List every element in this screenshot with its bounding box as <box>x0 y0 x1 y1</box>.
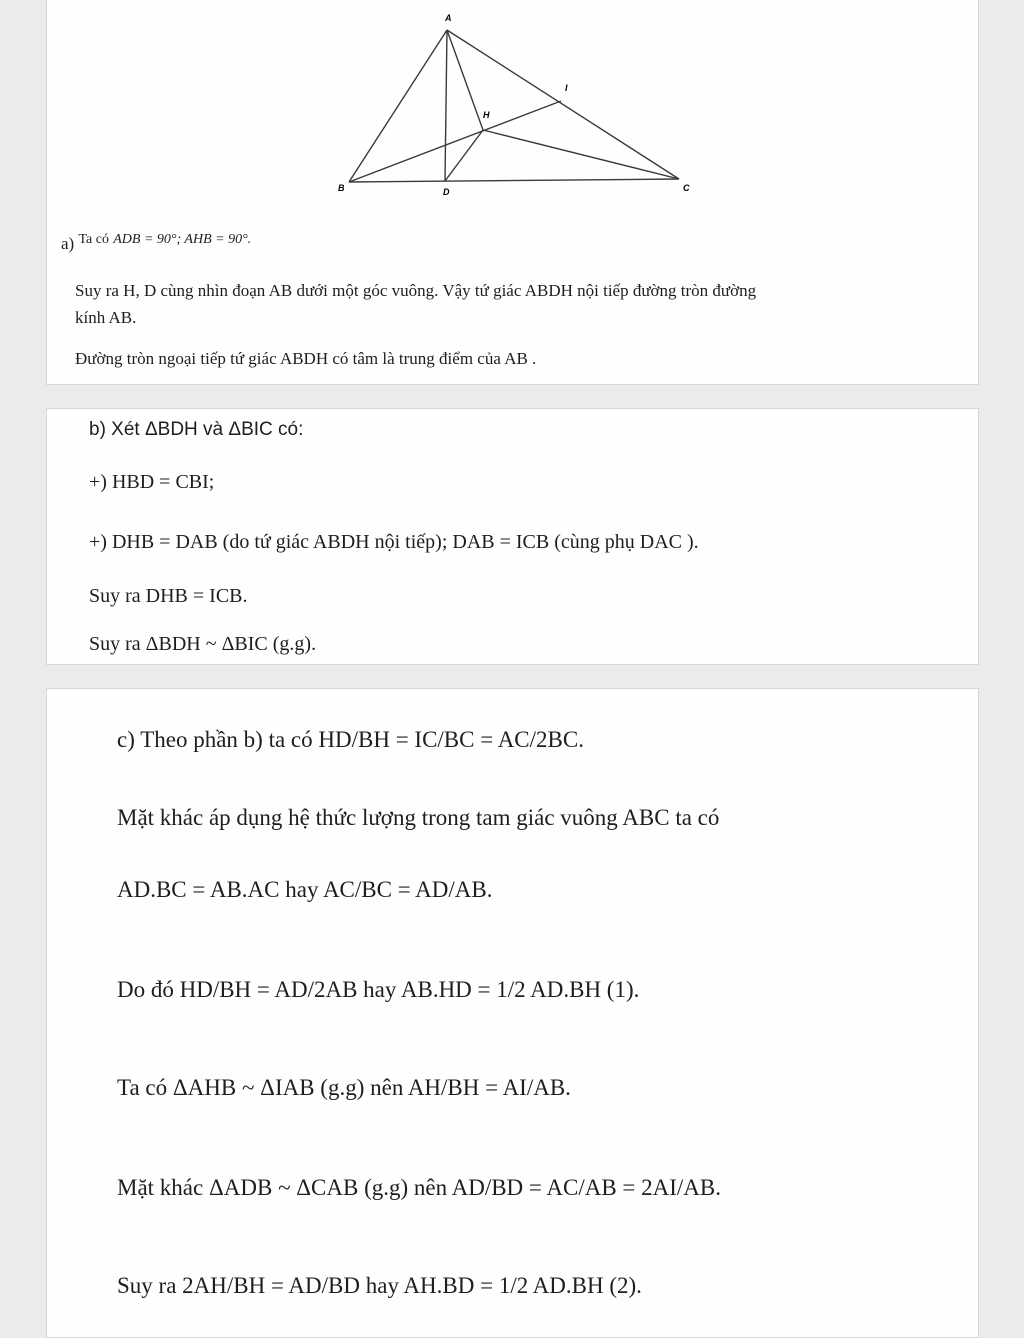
label-d: D <box>443 187 450 197</box>
side-bc <box>349 179 679 182</box>
part-c-panel <box>46 688 979 1338</box>
part-c-line-6: Mặt khác ΔADB ~ ΔCAB (g.g) nên AD/BD = AC/AB = 2AI/AB. <box>117 1175 721 1200</box>
part-c-line-3: AD.BC = AB.AC hay AC/BC = AD/AB. <box>117 877 493 902</box>
label-b: B <box>338 183 345 193</box>
part-a-line-1 <box>61 228 252 253</box>
part-c-line-2: Mặt khác áp dụng hệ thức lượng trong tam giác vuông ABC ta có <box>117 805 720 830</box>
label-h: H <box>483 110 490 120</box>
segment-hc <box>483 130 679 179</box>
label-a: A <box>445 13 452 23</box>
part-a-line-4: Đường tròn ngoại tiếp tứ giác ABDH có tâm là trung điểm của AB . <box>75 349 537 368</box>
part-b-line-3: +) DHB = DAB (do tứ giác ABDH nội tiếp); DAB = ICB (cùng phụ DAC ). <box>89 531 699 553</box>
part-b-line-5: Suy ra ΔBDH ~ ΔBIC (g.g). <box>89 633 317 655</box>
part-c-line-4: Do đó HD/BH = AD/2AB hay AB.HD = 1/2 AD.BH (1). <box>117 977 640 1002</box>
part-a-label: a) <box>61 234 75 253</box>
part-a-angles: ADB = 90°; AHB = 90°. <box>113 232 252 247</box>
side-ac <box>447 30 679 179</box>
label-c: C <box>683 183 690 193</box>
side-ab <box>349 30 447 182</box>
altitude-ad <box>445 30 447 181</box>
part-c-line-1: c) Theo phần b) ta có HD/BH = IC/BC = AC/2BC. <box>117 727 584 752</box>
part-c-line-7: Suy ra 2AH/BH = AD/BD hay AH.BD = 1/2 AD.BH (2). <box>117 1273 642 1298</box>
part-a-panel <box>46 0 979 385</box>
part-b-line-2: +) HBD = CBI; <box>89 471 215 493</box>
segment-ah <box>447 30 483 130</box>
part-c-line-5: Ta có ΔAHB ~ ΔIAB (g.g) nên AH/BH = AI/AB. <box>117 1075 571 1100</box>
part-a-ta-co: Ta có <box>78 232 109 247</box>
part-a-line-3: kính AB. <box>75 308 137 327</box>
label-i: I <box>565 83 568 93</box>
part-b-line-1: b) Xét ΔBDH và ΔBIC có: <box>89 419 304 440</box>
part-a-line-2: Suy ra H, D cùng nhìn đoạn AB dưới một góc vuông. Vậy tứ giác ABDH nội tiếp đường tròn đường <box>75 281 757 300</box>
part-b-panel <box>46 408 979 665</box>
part-b-line-4: Suy ra DHB = ICB. <box>89 585 248 607</box>
triangle-figure <box>47 0 980 212</box>
